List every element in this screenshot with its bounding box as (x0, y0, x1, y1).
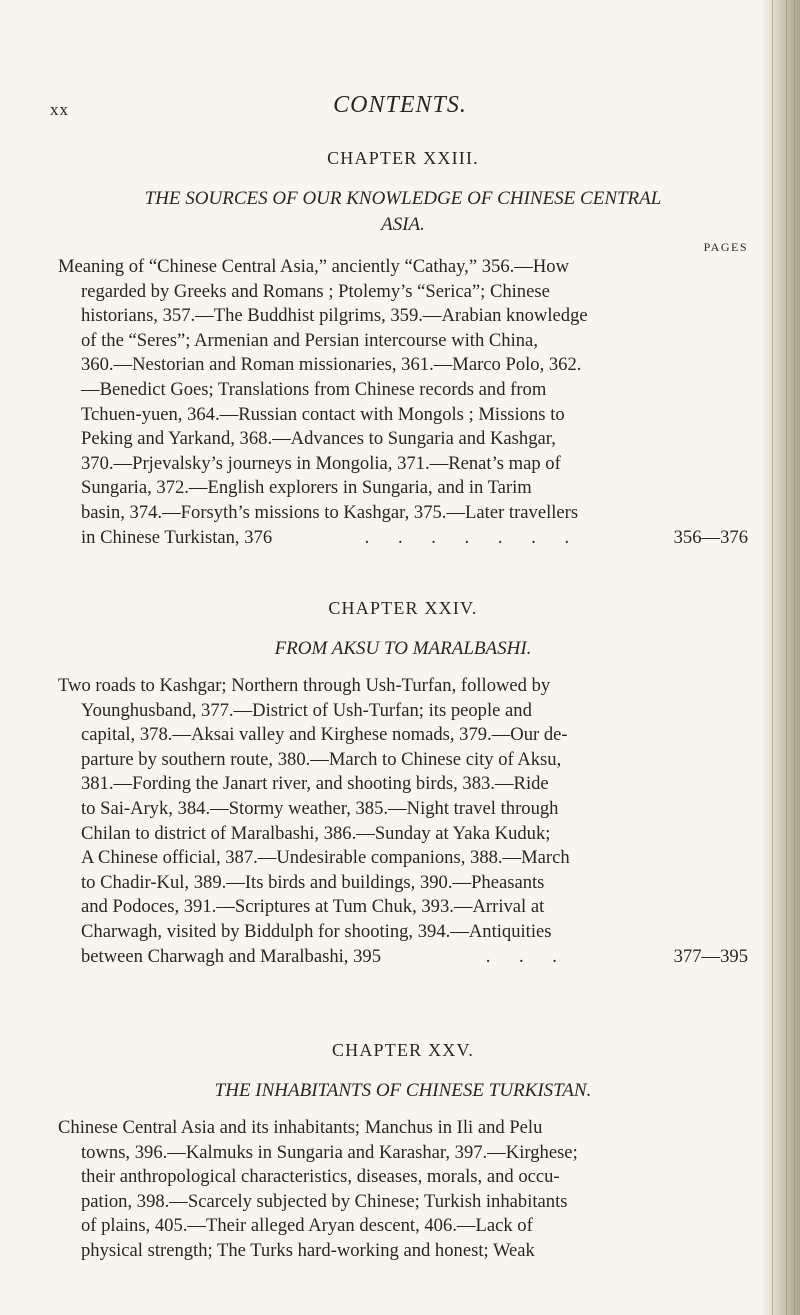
page-range: 356—376 (673, 526, 748, 548)
summary-line: capital, 378.—Aksai valley and Kirghese nomads, 379.—Our de- (81, 724, 568, 746)
summary-line: between Charwagh and Maralbashi, 395 (81, 945, 381, 967)
summary-line: Tchuen-yuen, 364.—Russian contact with Mongols ; Missions to (81, 403, 565, 425)
summary-line: Younghusband, 377.—District of Ush-Turfan; its people and (81, 699, 532, 721)
summary-line: Chinese Central Asia and its inhabitants; Manchus in Ili and Pelu (58, 1117, 543, 1138)
summary-line: physical strength; The Turks hard-working and honest; Weak (81, 1239, 535, 1261)
summary-line: of the “Seres”; Armenian and Persian intercourse with China, (81, 329, 538, 351)
summary-line: to Chadir-Kul, 389.—Its birds and buildings, 390.—Pheasants (81, 871, 545, 893)
dot-leader: . . . . . . . (364, 526, 582, 548)
chapter-xxiii (58, 148, 748, 550)
summary-line: basin, 374.—Forsyth’s missions to Kashgar, 375.—Later travellers (81, 501, 579, 523)
chapter-summary (58, 674, 748, 969)
summary-line: 381.—Fording the Janart river, and shooting birds, 383.—Ride (81, 773, 549, 795)
summary-line: their anthropological characteristics, diseases, morals, and occu- (81, 1166, 560, 1188)
summary-line: Chilan to district of Maralbashi, 386.—Sunday at Yaka Kuduk; (81, 822, 551, 844)
chapter-title-line: ASIA. (381, 214, 425, 235)
summary-line: towns, 396.—Kalmuks in Sungaria and Karashar, 397.—Kirghese; (81, 1141, 578, 1163)
summary-line: 360.—Nestorian and Roman missionaries, 361.—Marco Polo, 362. (81, 354, 582, 376)
page-folio: xx (50, 100, 69, 119)
chapter-title-line: THE SOURCES OF OUR KNOWLEDGE OF CHINESE CENTRAL (144, 188, 662, 209)
chapter-summary (58, 255, 748, 550)
summary-line: Sungaria, 372.—English explorers in Sungaria, and in Tarim (81, 477, 532, 499)
chapter-number: CHAPTER XXIV. (328, 598, 478, 618)
summary-line: parture by southern route, 380.—March to Chinese city of Aksu, (81, 748, 562, 770)
chapter-xxiv (58, 598, 748, 969)
chapter-number: CHAPTER XXIII. (327, 148, 479, 168)
summary-line: to Sai-Aryk, 384.—Stormy weather, 385.—Night travel through (81, 797, 559, 819)
chapter-title-line: THE INHABITANTS OF CHINESE TURKISTAN. (214, 1080, 592, 1101)
summary-line: Two roads to Kashgar; Northern through Ush-Turfan, followed by (58, 675, 551, 696)
summary-line: Charwagh, visited by Biddulph for shooting, 394.—Antiquities (81, 920, 552, 942)
summary-line: 370.—Prjevalsky’s journeys in Mongolia, 371.—Renat’s map of (81, 452, 561, 474)
summary-line: Meaning of “Chinese Central Asia,” anciently “Cathay,” 356.—How (58, 256, 570, 277)
dot-leader: . . . (485, 945, 569, 967)
chapter-xxv (58, 1040, 748, 1264)
summary-line: pation, 398.—Scarcely subjected by Chinese; Turkish inhabitants (81, 1190, 568, 1212)
pages-column-label: PAGES (703, 240, 748, 254)
summary-line: Peking and Yarkand, 368.—Advances to Sungaria and Kashgar, (81, 428, 556, 450)
chapter-title-line: FROM AKSU TO MARALBASHI. (274, 638, 532, 659)
page-gutter-shadow (760, 0, 800, 1315)
summary-last-line (58, 526, 748, 551)
summary-line: in Chinese Turkistan, 376 (81, 526, 273, 548)
summary-line: and Podoces, 391.—Scriptures at Tum Chuk, 393.—Arrival at (81, 896, 545, 918)
running-title: CONTENTS. (333, 92, 467, 118)
summary-line: —Benedict Goes; Translations from Chinese records and from (81, 378, 547, 400)
summary-line: regarded by Greeks and Romans ; Ptolemy’s “Serica”; Chinese (81, 280, 550, 302)
chapter-number: CHAPTER XXV. (331, 1040, 475, 1060)
running-head (0, 92, 800, 122)
summary-line: A Chinese official, 387.—Undesirable companions, 388.—March (81, 847, 570, 869)
summary-last-line (58, 945, 748, 970)
summary-line: historians, 357.—The Buddhist pilgrims, 359.—Arabian knowledge (81, 305, 588, 327)
summary-line: of plains, 405.—Their alleged Aryan descent, 406.—Lack of (81, 1215, 533, 1237)
chapter-summary (58, 1116, 748, 1264)
page-range: 377—395 (673, 945, 748, 967)
